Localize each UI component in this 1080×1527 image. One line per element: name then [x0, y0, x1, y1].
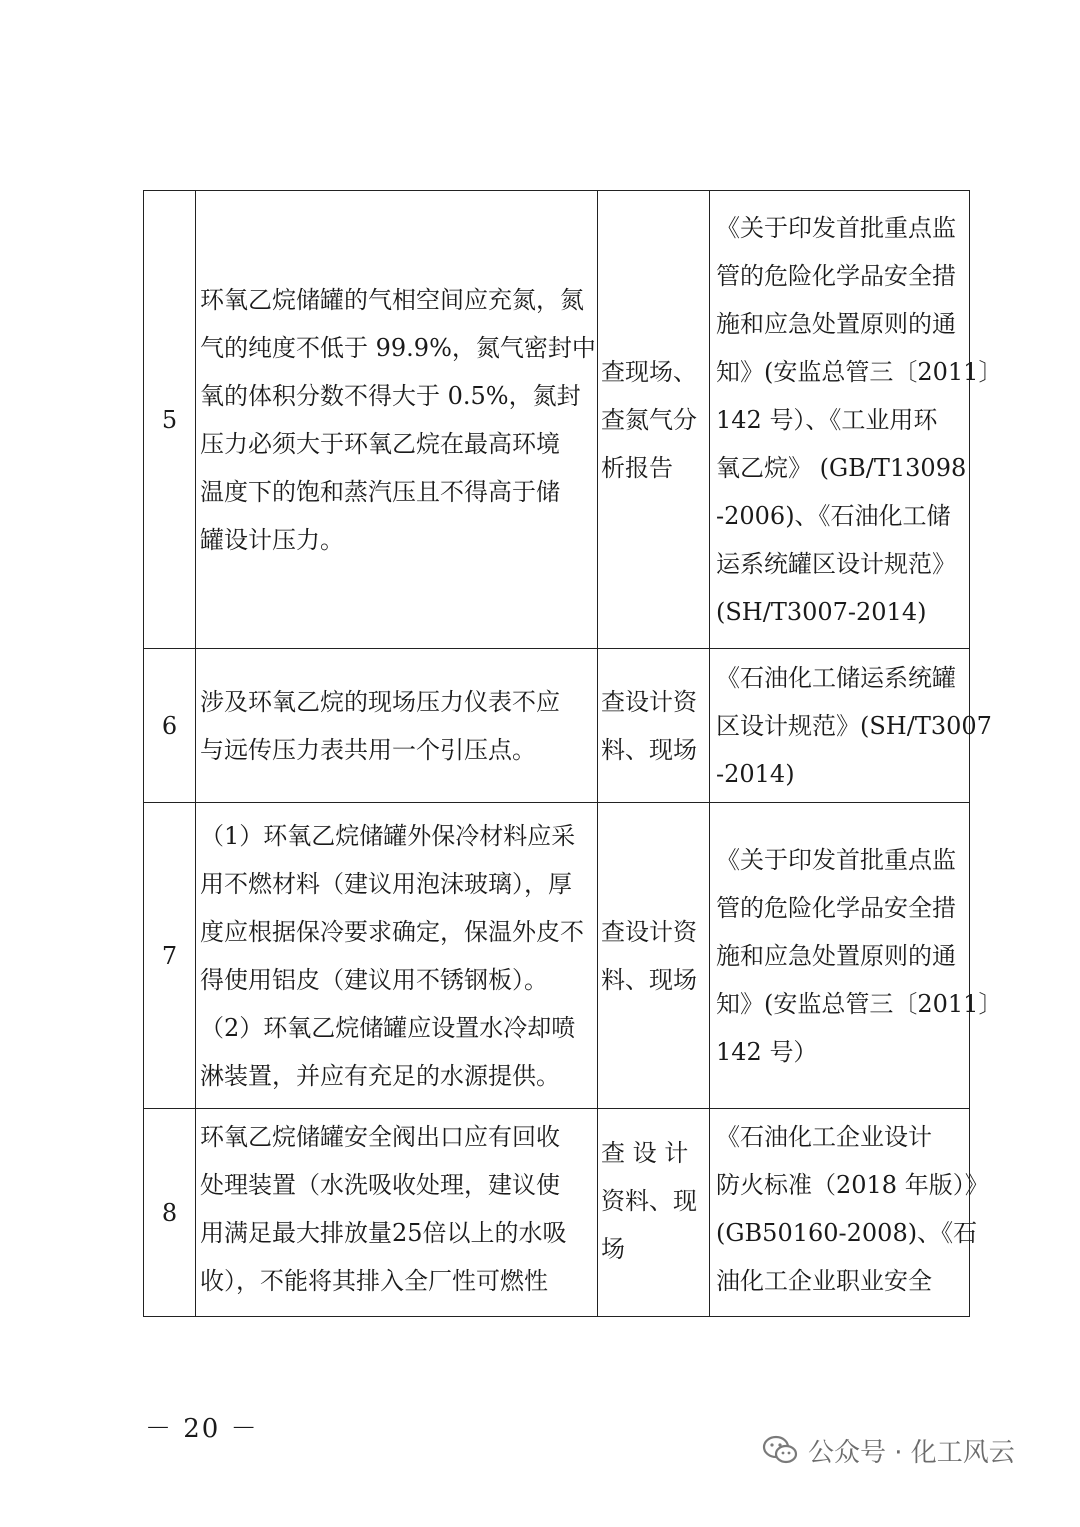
basis-line: 氧乙烷》 (GB/T13098 — [716, 453, 967, 482]
basis-line: 《关于印发首批重点监 — [716, 213, 956, 242]
method-line: 查设计资 — [601, 917, 697, 946]
method-line: 场 — [601, 1235, 625, 1263]
method-cell — [598, 803, 710, 1109]
watermark — [762, 1430, 1015, 1470]
requirement-cell — [196, 803, 598, 1109]
method-line: 料、现场 — [601, 965, 697, 994]
basis-line: -2006)、《石油化工储 — [716, 501, 951, 530]
requirement-line: 气的纯度不低于 99.9%，氮气密封中 — [200, 333, 596, 362]
method-cell — [598, 649, 710, 803]
wechat-icon — [762, 1435, 798, 1465]
basis-line: 管的危险化学品安全措 — [716, 893, 956, 922]
requirement-line: （1）环氧乙烷储罐外保冷材料应采 — [200, 821, 576, 850]
requirement-line: 淋装置，并应有充足的水源提供。 — [200, 1061, 560, 1090]
requirement-cell — [196, 191, 598, 649]
requirement-line: 得使用铝皮（建议用不锈钢板）。 — [200, 965, 548, 994]
table-row — [144, 649, 970, 803]
basis-line: 防火标准（2018 年版）》 — [716, 1171, 989, 1199]
basis-cell — [710, 803, 1003, 1109]
basis-line: 运系统罐区设计规范》 — [716, 549, 956, 578]
watermark-text: 公众号 · 化工风云 — [808, 1437, 1015, 1468]
basis-line: 《石油化工储运系统罐 — [716, 663, 956, 692]
requirement-cell — [196, 649, 598, 803]
basis-line: 知》(安监总管三〔2011〕 — [716, 357, 1003, 386]
table-row — [144, 191, 970, 649]
method-line: 查设计资 — [601, 687, 697, 716]
requirement-line: 环氧乙烷储罐的气相空间应充氮，氮 — [200, 285, 584, 314]
method-cell — [598, 191, 710, 649]
basis-line: 知》(安监总管三〔2011〕 — [716, 989, 1003, 1018]
basis-line: 《石油化工企业设计 — [716, 1123, 932, 1151]
row-number: 6 — [144, 649, 196, 803]
requirement-line: 收），不能将其排入全厂性可燃性 — [200, 1267, 548, 1295]
basis-cell — [710, 1109, 989, 1317]
basis-line: 142 号）、《工业用环 — [716, 405, 938, 434]
method-line: 资料、现 — [601, 1187, 697, 1215]
row-number: 5 — [144, 191, 196, 649]
row-number: 7 — [144, 803, 196, 1109]
row-number: 8 — [144, 1109, 196, 1317]
requirement-line: （2）环氧乙烷储罐应设置水冷却喷 — [200, 1013, 576, 1042]
requirement-line: 环氧乙烷储罐安全阀出口应有回收 — [200, 1123, 560, 1151]
basis-line: 管的危险化学品安全措 — [716, 261, 956, 290]
method-line: 查现场、 — [601, 357, 697, 386]
basis-line: 区设计规范》(SH/T3007 — [716, 711, 992, 740]
requirement-cell — [196, 1109, 598, 1317]
basis-line: 油化工企业职业安全 — [716, 1267, 932, 1295]
basis-cell — [710, 191, 1003, 649]
method-cell — [598, 1109, 710, 1317]
requirement-line: 与远传压力表共用一个引压点。 — [200, 735, 536, 764]
requirement-line: 温度下的饱和蒸汽压且不得高于储 — [200, 477, 560, 506]
requirement-line: 度应根据保冷要求确定，保温外皮不 — [200, 917, 584, 946]
basis-cell — [710, 649, 992, 803]
method-line: 析报告 — [601, 453, 673, 482]
table-row — [144, 1109, 970, 1317]
basis-line: (SH/T3007-2014) — [716, 597, 927, 626]
basis-line: -2014) — [716, 759, 795, 788]
basis-line: 《关于印发首批重点监 — [716, 845, 956, 874]
method-line: 料、现场 — [601, 735, 697, 764]
requirement-line: 罐设计压力。 — [200, 525, 344, 554]
requirement-line: 压力必须大于环氧乙烷在最高环境 — [200, 429, 560, 458]
basis-line: 142 号） — [716, 1037, 818, 1066]
basis-line: 施和应急处置原则的通 — [716, 309, 956, 338]
table-row — [144, 803, 970, 1109]
requirement-line: 氧的体积分数不得大于 0.5%，氮封 — [200, 381, 581, 410]
page-number: － 20 － — [145, 1414, 259, 1444]
method-line: 查氮气分 — [601, 405, 697, 434]
basis-line: 施和应急处置原则的通 — [716, 941, 956, 970]
method-line: 查 设 计 — [601, 1139, 689, 1167]
requirement-line: 用满足最大排放量25倍以上的水吸 — [200, 1219, 567, 1247]
requirement-line: 涉及环氧乙烷的现场压力仪表不应 — [200, 687, 560, 716]
requirements-table — [143, 190, 1003, 1317]
basis-line: (GB50160-2008)、《石 — [716, 1219, 978, 1247]
requirement-line: 处理装置（水洗吸收处理，建议使 — [200, 1171, 560, 1199]
requirement-line: 用不燃材料（建议用泡沫玻璃），厚 — [200, 869, 572, 898]
